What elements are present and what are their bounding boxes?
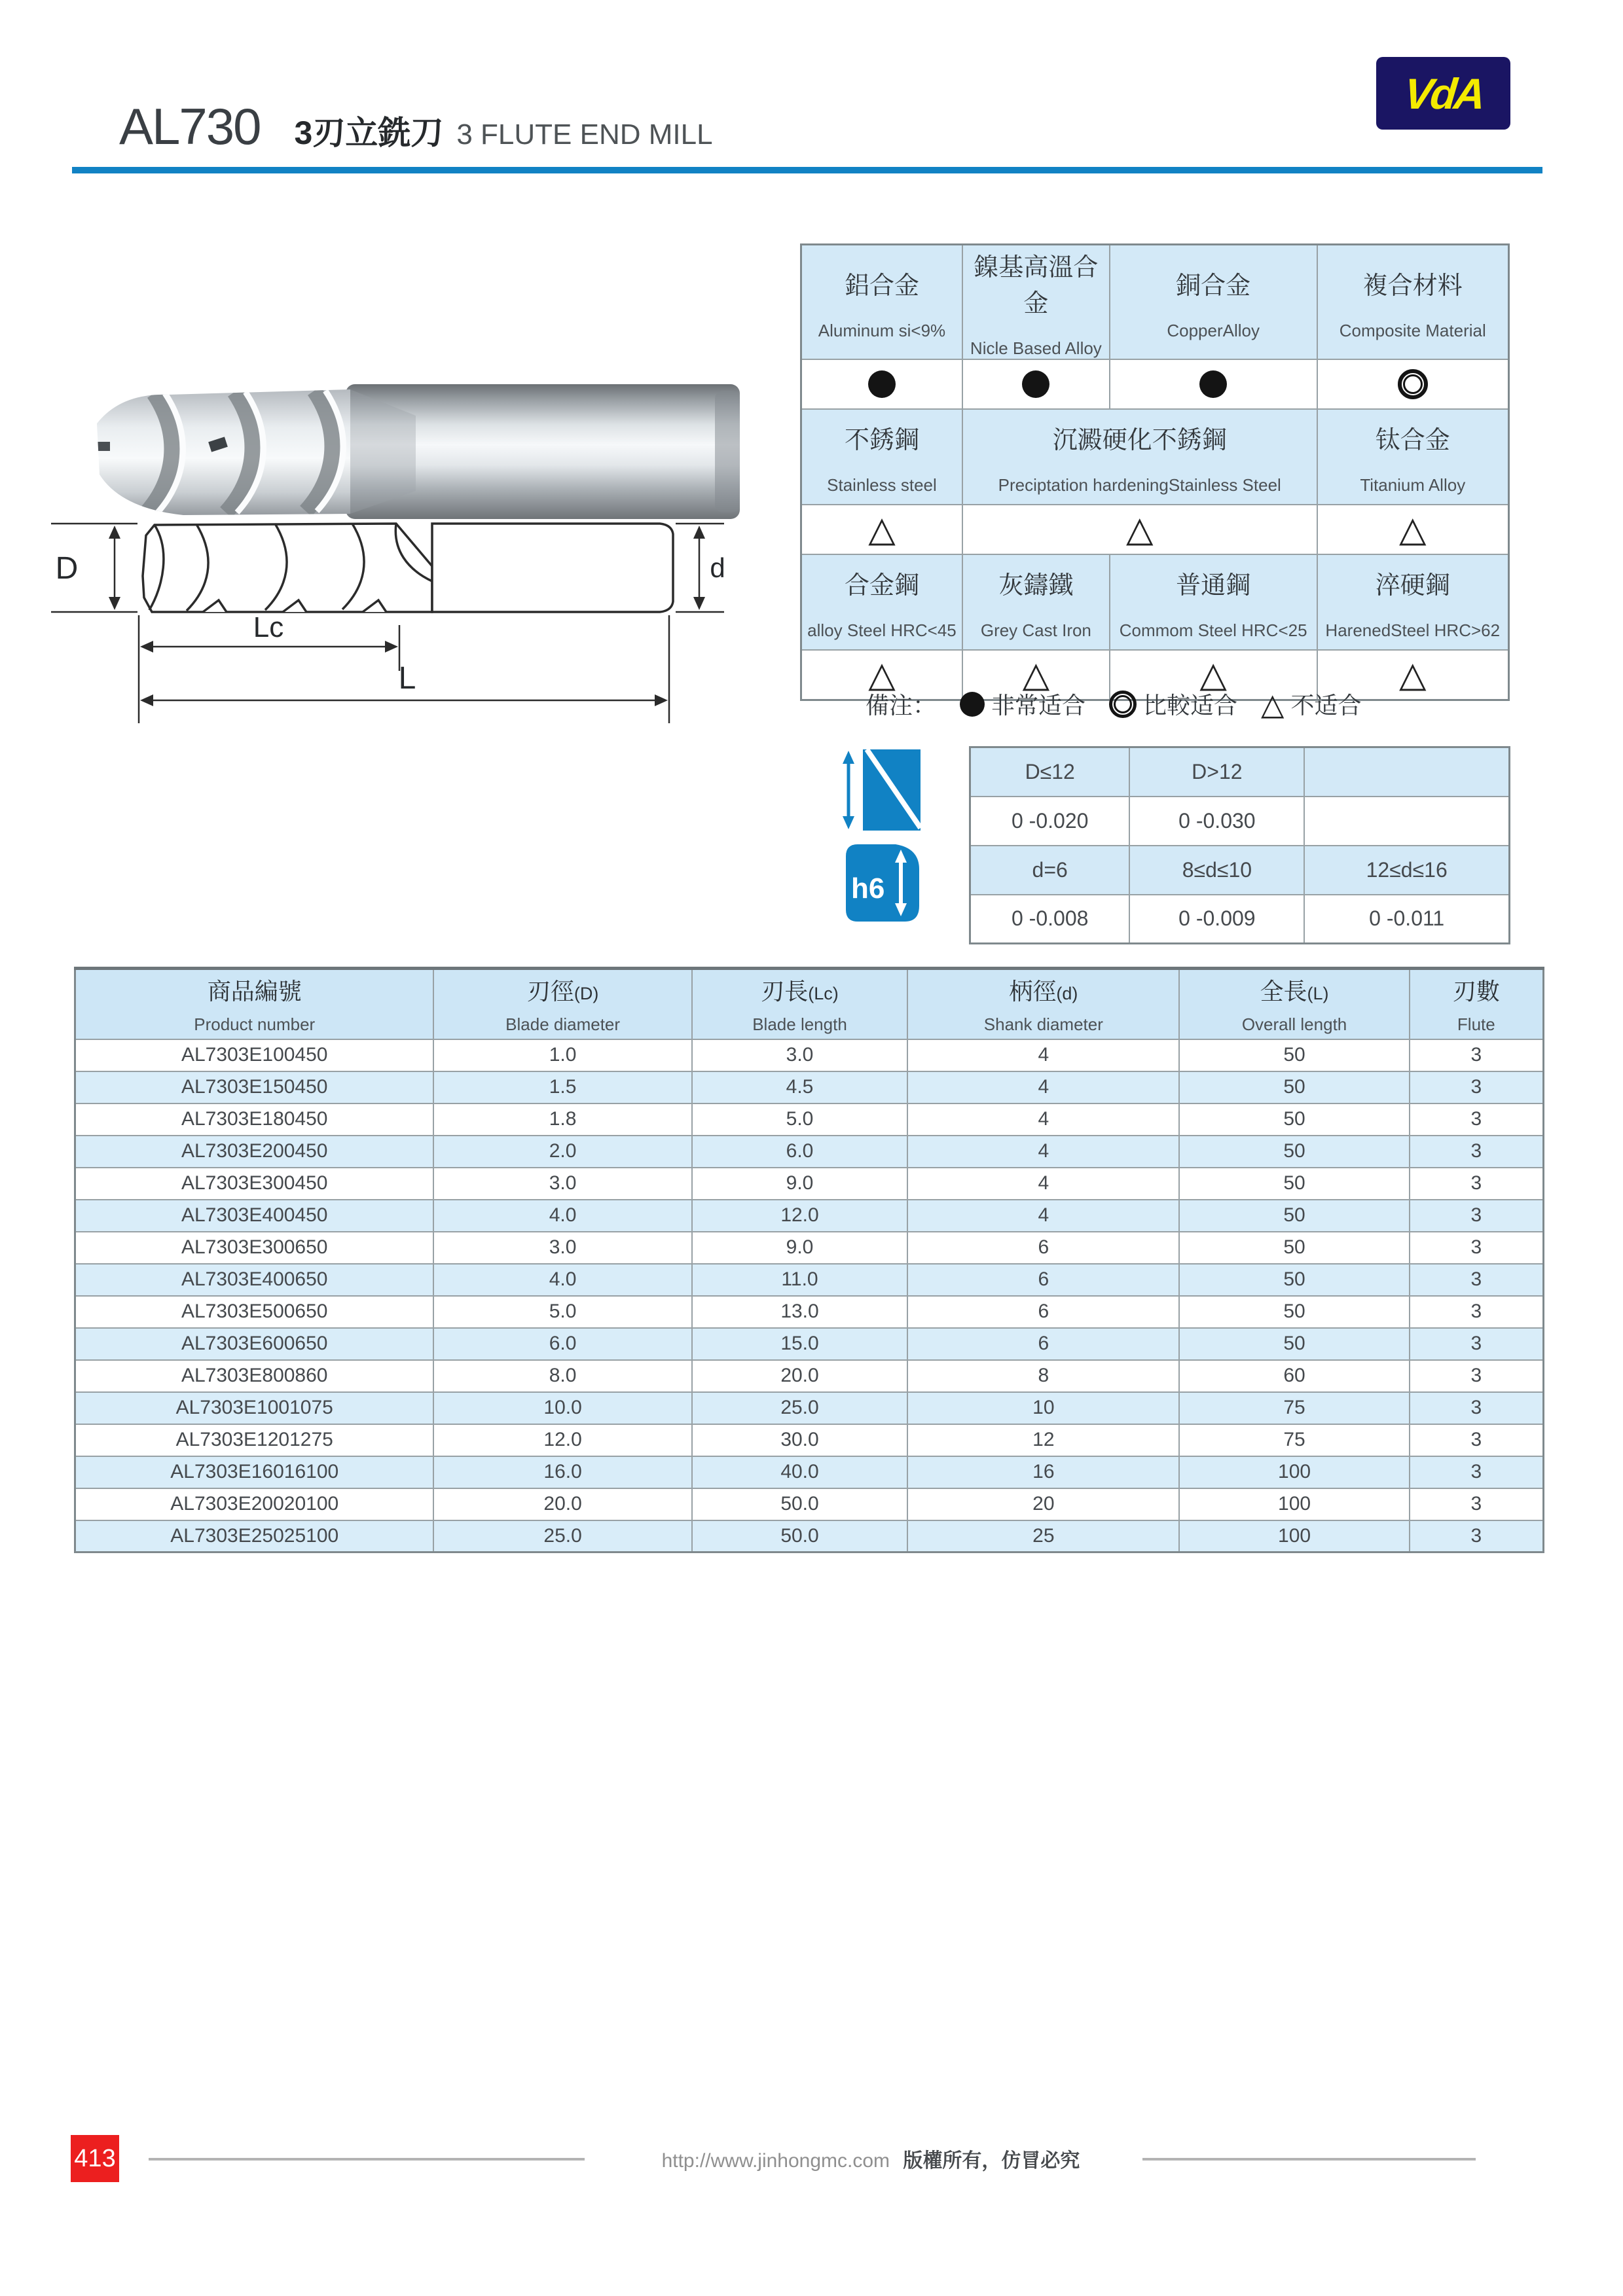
spec-value-cell: 100: [1179, 1456, 1409, 1488]
triangle-symbol: △: [1199, 655, 1227, 694]
material-label-row: [801, 409, 1509, 505]
material-cell: 合金鋼 alloy Steel HRC<45: [801, 554, 962, 650]
product-number-cell: AL7303E600650: [75, 1328, 434, 1360]
triangle-symbol: △: [1261, 687, 1285, 721]
material-symbol-row: [801, 359, 1509, 409]
spec-value-cell: 4: [907, 1103, 1179, 1136]
spec-value-cell: 50: [1179, 1039, 1409, 1071]
tolerance-cell: D≤12: [970, 747, 1130, 797]
spec-value-cell: 6.0: [692, 1136, 907, 1168]
spec-value-cell: 6: [907, 1264, 1179, 1296]
spec-value-cell: 2.0: [433, 1136, 691, 1168]
product-number-cell: AL7303E300450: [75, 1168, 434, 1200]
col-blade-length: 刃長(Lc) Blade length: [692, 969, 907, 1039]
h6-label: h6: [851, 872, 885, 905]
material-label-row: [801, 554, 1509, 650]
product-row: [75, 1424, 1544, 1456]
tolerance-cell: d=6: [970, 846, 1130, 895]
triangle-symbol: △: [868, 655, 896, 694]
spec-value-cell: 1.5: [433, 1071, 691, 1103]
material-cell: 不銹鋼 Stainless steel: [801, 409, 962, 505]
material-cell: 複合材料 Composite Material: [1317, 245, 1509, 360]
spec-value-cell: 50: [1179, 1232, 1409, 1264]
col-shank-diameter: 柄徑(d) Shank diameter: [907, 969, 1179, 1039]
material-cell: 鋁合金 Aluminum si<9%: [801, 245, 962, 360]
page-header: [119, 97, 713, 156]
product-row: [75, 1200, 1544, 1232]
spec-value-cell: 4: [907, 1136, 1179, 1168]
spec-value-cell: 8.0: [433, 1360, 691, 1392]
dim-label-d: d: [710, 552, 725, 583]
spec-value-cell: 15.0: [692, 1328, 907, 1360]
dim-label-D: D: [55, 551, 79, 586]
product-row: [75, 1264, 1544, 1296]
spec-value-cell: 4.0: [433, 1200, 691, 1232]
suitability-cell: [801, 359, 962, 409]
material-cell: 沉澱硬化不銹鋼 Preciptation hardeningStainless Steel: [962, 409, 1317, 505]
spec-value-cell: 50: [1179, 1264, 1409, 1296]
product-row: [75, 1071, 1544, 1103]
material-cell: 灰鑄鐵 Grey Cast Iron: [962, 554, 1110, 650]
legend-very-suitable: 非常适合: [991, 692, 1086, 719]
product-row: [75, 1360, 1544, 1392]
shank-h6-tolerance-icon: [841, 843, 921, 923]
spec-value-cell: 50: [1179, 1328, 1409, 1360]
suitability-cell: [962, 505, 1317, 554]
spec-value-cell: 50: [1179, 1103, 1409, 1136]
product-number-cell: AL7303E1001075: [75, 1392, 434, 1424]
tolerance-cell: 0 -0.020: [970, 797, 1130, 846]
spec-value-cell: 50: [1179, 1136, 1409, 1168]
spec-value-cell: 3: [1410, 1264, 1544, 1296]
page-title-en: 3 FLUTE END MILL: [456, 118, 713, 151]
product-number-cell: AL7303E400450: [75, 1200, 434, 1232]
product-number-cell: AL7303E150450: [75, 1071, 434, 1103]
material-suitability-table: [800, 243, 1510, 701]
product-row: [75, 1168, 1544, 1200]
suitability-cell: [962, 359, 1110, 409]
product-row: [75, 1232, 1544, 1264]
spec-value-cell: 50.0: [692, 1488, 907, 1520]
product-number-cell: AL7303E16016100: [75, 1456, 434, 1488]
filled-circle-symbol: [1022, 370, 1049, 398]
tolerance-cell: 0 -0.011: [1304, 895, 1509, 944]
spec-value-cell: 3.0: [433, 1168, 691, 1200]
double-circle-symbol: [1398, 369, 1428, 399]
spec-value-cell: 20.0: [692, 1360, 907, 1392]
spec-value-cell: 20.0: [433, 1488, 691, 1520]
spec-value-cell: 3.0: [692, 1039, 907, 1071]
legend-label: 備注：: [866, 692, 937, 719]
double-circle-symbol: [1109, 691, 1137, 718]
material-symbol-row: [801, 505, 1509, 554]
spec-value-cell: 3: [1410, 1296, 1544, 1328]
spec-value-cell: 3: [1410, 1232, 1544, 1264]
copyright-line: [622, 2144, 1120, 2173]
spec-value-cell: 75: [1179, 1392, 1409, 1424]
spec-value-cell: 5.0: [692, 1103, 907, 1136]
spec-value-cell: 25.0: [433, 1520, 691, 1552]
tolerance-cell: 8≤d≤10: [1129, 846, 1304, 895]
filled-circle-symbol: [868, 370, 896, 398]
spec-value-cell: 12.0: [692, 1200, 907, 1232]
product-number-cell: AL7303E200450: [75, 1136, 434, 1168]
spec-value-cell: 4: [907, 1200, 1179, 1232]
spec-value-cell: 1.8: [433, 1103, 691, 1136]
triangle-symbol: △: [1398, 510, 1427, 549]
tolerance-cell: 12≤d≤16: [1304, 846, 1509, 895]
footer-divider: [1142, 2158, 1476, 2161]
product-number-cell: AL7303E20020100: [75, 1488, 434, 1520]
material-label-row: [801, 245, 1509, 360]
spec-value-cell: 6.0: [433, 1328, 691, 1360]
tolerance-cell: [1304, 747, 1509, 797]
page-number-badge: [71, 2135, 119, 2182]
spec-value-cell: 50: [1179, 1200, 1409, 1232]
product-row: [75, 1488, 1544, 1520]
page-title-cn: 3刃立銑刀: [294, 115, 444, 151]
spec-value-cell: 4: [907, 1039, 1179, 1071]
dim-label-Lc: Lc: [253, 611, 284, 643]
footer-divider: [149, 2158, 585, 2161]
brand-logo-text: VdA: [1401, 69, 1486, 118]
spec-value-cell: 3: [1410, 1103, 1544, 1136]
spec-value-cell: 75: [1179, 1424, 1409, 1456]
spec-value-cell: 9.0: [692, 1232, 907, 1264]
spec-value-cell: 20: [907, 1488, 1179, 1520]
tolerance-row: [970, 846, 1510, 895]
col-flute: 刃數 Flute: [1410, 969, 1544, 1039]
product-number-cell: AL7303E800860: [75, 1360, 434, 1392]
triangle-symbol: △: [1022, 655, 1050, 694]
col-overall-length: 全長(L) Overall length: [1179, 969, 1409, 1039]
spec-value-cell: 50: [1179, 1071, 1409, 1103]
spec-value-cell: 50.0: [692, 1520, 907, 1552]
page-number: 413: [74, 2144, 116, 2172]
spec-value-cell: 5.0: [433, 1296, 691, 1328]
spec-value-cell: 12.0: [433, 1424, 691, 1456]
spec-value-cell: 50: [1179, 1296, 1409, 1328]
tolerance-cell: [1304, 797, 1509, 846]
spec-value-cell: 4: [907, 1168, 1179, 1200]
product-number-cell: AL7303E100450: [75, 1039, 434, 1071]
spec-value-cell: 10.0: [433, 1392, 691, 1424]
spec-value-cell: 10: [907, 1392, 1179, 1424]
spec-value-cell: 3: [1410, 1039, 1544, 1071]
spec-value-cell: 12: [907, 1424, 1179, 1456]
product-row: [75, 1039, 1544, 1071]
tolerance-row: [970, 747, 1510, 797]
product-row: [75, 1392, 1544, 1424]
spec-value-cell: 6: [907, 1328, 1179, 1360]
product-row: [75, 1136, 1544, 1168]
spec-value-cell: 25: [907, 1520, 1179, 1552]
tolerance-row: [970, 797, 1510, 846]
triangle-symbol: △: [868, 510, 896, 549]
spec-value-cell: 8: [907, 1360, 1179, 1392]
dim-label-L: L: [398, 661, 416, 696]
spec-value-cell: 6: [907, 1232, 1179, 1264]
spec-value-cell: 4: [907, 1071, 1179, 1103]
spec-value-cell: 1.0: [433, 1039, 691, 1071]
spec-value-cell: 3: [1410, 1136, 1544, 1168]
material-cell: 钛合金 Titanium Alloy: [1317, 409, 1509, 505]
spec-value-cell: 3: [1410, 1424, 1544, 1456]
material-cell: 淬硬鋼 HarenedSteel HRC>62: [1317, 554, 1509, 650]
spec-value-cell: 100: [1179, 1520, 1409, 1552]
tolerance-cell: 0 -0.030: [1129, 797, 1304, 846]
header-divider: [72, 167, 1542, 173]
spec-value-cell: 4.5: [692, 1071, 907, 1103]
spec-value-cell: 9.0: [692, 1168, 907, 1200]
spec-value-cell: 3: [1410, 1520, 1544, 1552]
spec-value-cell: 6: [907, 1296, 1179, 1328]
spec-value-cell: 40.0: [692, 1456, 907, 1488]
spec-value-cell: 100: [1179, 1488, 1409, 1520]
product-number-cell: AL7303E500650: [75, 1296, 434, 1328]
tolerance-table: [969, 746, 1510, 944]
spec-value-cell: 4.0: [433, 1264, 691, 1296]
spec-value-cell: 13.0: [692, 1296, 907, 1328]
col-blade-diameter: 刃徑(D) Blade diameter: [433, 969, 691, 1039]
suitability-legend: [866, 687, 1361, 721]
material-cell: 銅合金 CopperAlloy: [1110, 245, 1317, 360]
spec-value-cell: 50: [1179, 1168, 1409, 1200]
spec-value-cell: 3: [1410, 1456, 1544, 1488]
product-number-cell: AL7303E25025100: [75, 1520, 434, 1552]
brand-logo: [1376, 57, 1510, 130]
filled-circle-symbol: [1199, 370, 1227, 398]
tolerance-cell: 0 -0.008: [970, 895, 1130, 944]
legend-fairly-suitable: 比較适合: [1143, 692, 1238, 719]
suitability-cell: [1110, 359, 1317, 409]
suitability-cell: [1317, 359, 1509, 409]
product-header-row: [75, 969, 1544, 1039]
spec-value-cell: 30.0: [692, 1424, 907, 1456]
product-row: [75, 1520, 1544, 1552]
spec-value-cell: 16.0: [433, 1456, 691, 1488]
filled-circle-symbol: [960, 692, 985, 717]
dimension-drawing: [39, 504, 733, 730]
product-row: [75, 1296, 1544, 1328]
product-row: [75, 1103, 1544, 1136]
spec-value-cell: 11.0: [692, 1264, 907, 1296]
spec-value-cell: 60: [1179, 1360, 1409, 1392]
website-url: http://www.jinhongmc.com: [661, 2150, 890, 2172]
product-number-cell: AL7303E180450: [75, 1103, 434, 1136]
copyright-notice: 版權所有，仿冒必究: [903, 2150, 1080, 2172]
model-number: AL730: [119, 98, 261, 155]
spec-value-cell: 3.0: [433, 1232, 691, 1264]
tolerance-row: [970, 895, 1510, 944]
product-spec-table: [74, 967, 1544, 1553]
tolerance-cell: D>12: [1129, 747, 1304, 797]
spec-value-cell: 3: [1410, 1360, 1544, 1392]
spec-value-cell: 3: [1410, 1071, 1544, 1103]
material-cell: 鎳基高溫合金 Nicle Based Alloy: [962, 245, 1110, 360]
spec-value-cell: 3: [1410, 1168, 1544, 1200]
product-number-cell: AL7303E1201275: [75, 1424, 434, 1456]
product-number-cell: AL7303E400650: [75, 1264, 434, 1296]
triangle-symbol: △: [1125, 510, 1154, 549]
spec-value-cell: 3: [1410, 1200, 1544, 1232]
diameter-tolerance-icon: [838, 748, 922, 832]
suitability-cell: [801, 505, 962, 554]
spec-value-cell: 25.0: [692, 1392, 907, 1424]
product-row: [75, 1456, 1544, 1488]
product-row: [75, 1328, 1544, 1360]
tolerance-cell: 0 -0.009: [1129, 895, 1304, 944]
material-cell: 普通鋼 Commom Steel HRC<25: [1110, 554, 1317, 650]
product-number-cell: AL7303E300650: [75, 1232, 434, 1264]
spec-value-cell: 3: [1410, 1488, 1544, 1520]
product-table-body: [75, 1039, 1544, 1552]
spec-value-cell: 3: [1410, 1392, 1544, 1424]
spec-value-cell: 16: [907, 1456, 1179, 1488]
suitability-cell: [1317, 505, 1509, 554]
legend-unsuitable: 不适合: [1290, 692, 1362, 719]
triangle-symbol: △: [1398, 655, 1427, 694]
col-product-number: 商品編號 Product number: [75, 969, 434, 1039]
spec-value-cell: 3: [1410, 1328, 1544, 1360]
